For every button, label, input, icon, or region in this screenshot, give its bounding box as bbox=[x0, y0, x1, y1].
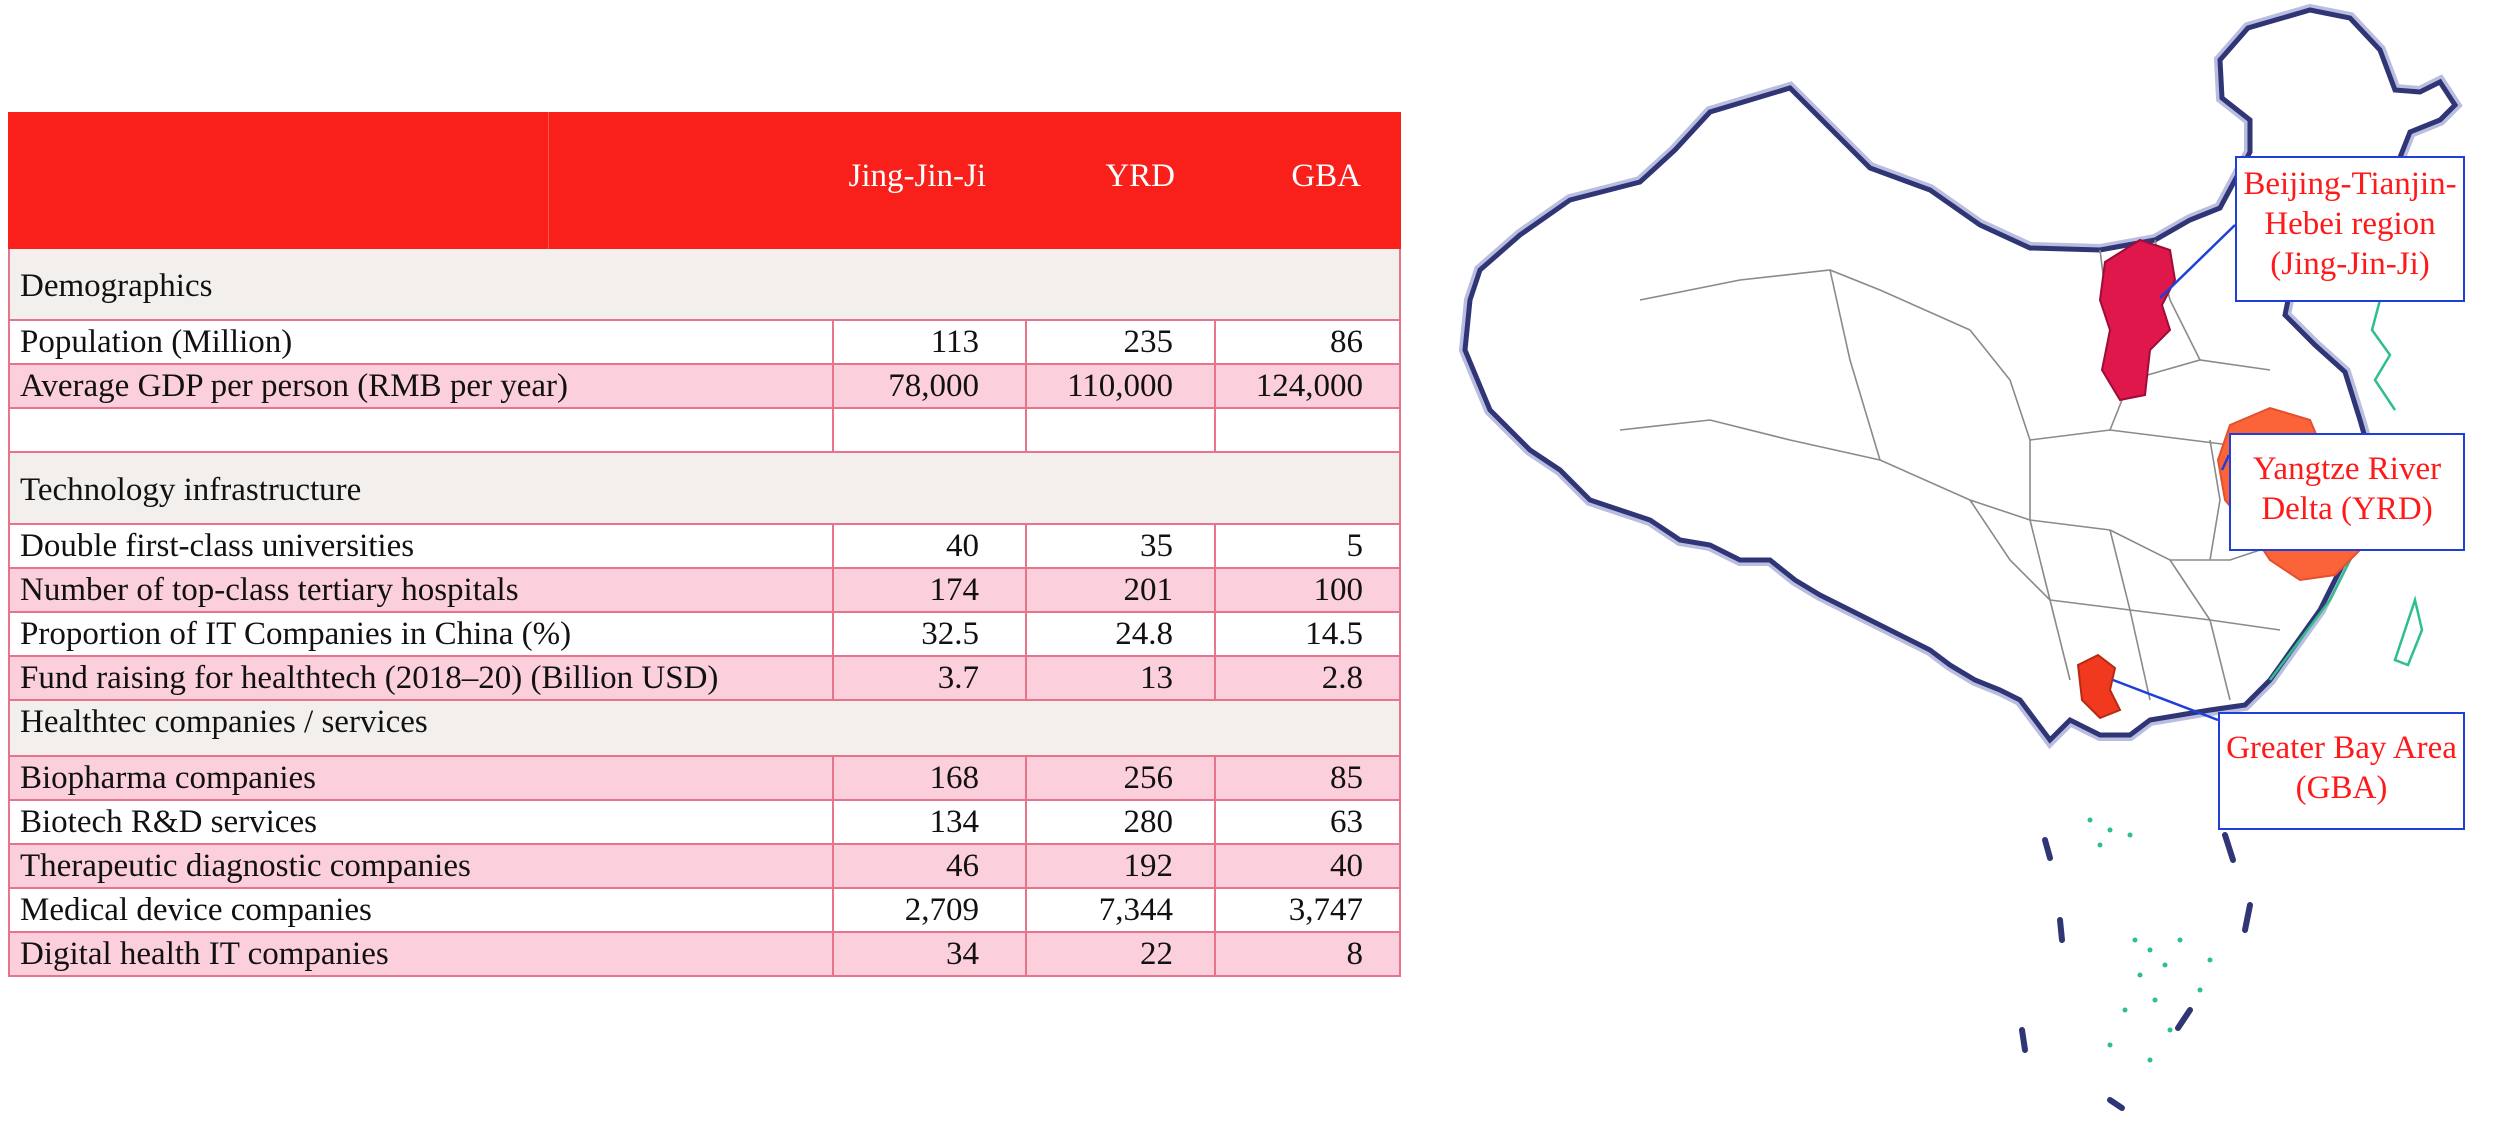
cell-gba: 85 bbox=[1330, 760, 1363, 796]
cell-yrd: 13 bbox=[1140, 660, 1173, 696]
table-row bbox=[8, 889, 1401, 933]
cell-gba: 63 bbox=[1330, 804, 1363, 840]
column-divider bbox=[1025, 801, 1027, 843]
china-map bbox=[1410, 0, 2520, 1118]
cell-jing-jin-ji: 168 bbox=[929, 760, 979, 796]
callout-jjj-line3: (Jing-Jin-Ji) bbox=[2270, 246, 2430, 282]
cell-yrd: 280 bbox=[1123, 804, 1173, 840]
table-left-border bbox=[8, 249, 10, 977]
cell-yrd: 235 bbox=[1123, 324, 1173, 360]
header-yrd: YRD bbox=[1105, 158, 1175, 194]
cell-gba: 86 bbox=[1330, 324, 1363, 360]
header-jing-jin-ji: Jing-Jin-Ji bbox=[848, 158, 986, 194]
column-divider bbox=[832, 321, 834, 363]
cell-gba: 124,000 bbox=[1255, 368, 1363, 404]
cell-gba: 40 bbox=[1330, 848, 1363, 884]
section-title: Demographics bbox=[20, 268, 213, 304]
column-divider bbox=[832, 801, 834, 843]
cell-yrd: 22 bbox=[1140, 936, 1173, 972]
column-divider bbox=[1025, 657, 1027, 699]
column-divider bbox=[1214, 801, 1216, 843]
callout-yrd bbox=[2229, 433, 2465, 551]
callout-jjj-line2: Hebei region bbox=[2264, 206, 2436, 242]
row-label: Proportion of IT Companies in China (%) bbox=[20, 616, 572, 652]
column-divider bbox=[832, 845, 834, 887]
column-divider bbox=[1025, 365, 1027, 407]
callout-jjj-line1: Beijing-Tianjin- bbox=[2243, 166, 2457, 202]
cell-jing-jin-ji: 2,709 bbox=[904, 892, 979, 928]
table-row bbox=[8, 569, 1401, 613]
column-divider bbox=[832, 525, 834, 567]
column-divider bbox=[1214, 657, 1216, 699]
cell-jing-jin-ji: 174 bbox=[929, 572, 979, 608]
table-row bbox=[8, 525, 1401, 569]
cell-jing-jin-ji: 46 bbox=[946, 848, 979, 884]
column-divider bbox=[832, 889, 834, 931]
cell-gba: 8 bbox=[1346, 936, 1363, 972]
row-label: Number of top-class tertiary hospitals bbox=[20, 572, 519, 608]
column-divider bbox=[832, 757, 834, 799]
column-divider bbox=[1025, 613, 1027, 655]
table-row bbox=[8, 933, 1401, 977]
column-divider bbox=[1214, 845, 1216, 887]
cell-yrd: 201 bbox=[1123, 572, 1173, 608]
row-label: Double first-class universities bbox=[20, 528, 415, 564]
south-sea-islands bbox=[2088, 818, 2213, 1063]
section-title: Technology infrastructure bbox=[20, 472, 362, 508]
table-right-border bbox=[1399, 249, 1401, 977]
column-divider bbox=[832, 933, 834, 975]
column-divider bbox=[832, 409, 834, 451]
table-row bbox=[8, 657, 1401, 701]
column-divider bbox=[1214, 757, 1216, 799]
table-row bbox=[8, 321, 1401, 365]
table-row bbox=[8, 613, 1401, 657]
row-label: Digital health IT companies bbox=[20, 936, 389, 972]
column-divider bbox=[1025, 845, 1027, 887]
table-row bbox=[8, 365, 1401, 409]
cell-yrd: 110,000 bbox=[1066, 368, 1173, 404]
callout-jing-jin-ji bbox=[2235, 156, 2465, 302]
column-divider bbox=[1214, 365, 1216, 407]
column-divider bbox=[832, 657, 834, 699]
cell-yrd: 35 bbox=[1140, 528, 1173, 564]
column-divider bbox=[1214, 933, 1216, 975]
column-divider bbox=[1214, 889, 1216, 931]
section-header bbox=[8, 701, 1401, 757]
cell-jing-jin-ji: 78,000 bbox=[888, 368, 979, 404]
section-header bbox=[8, 249, 1401, 321]
column-divider bbox=[1025, 409, 1027, 451]
cell-jing-jin-ji: 3.7 bbox=[937, 660, 979, 696]
table-row bbox=[8, 757, 1401, 801]
cell-yrd: 7,344 bbox=[1098, 892, 1173, 928]
column-divider bbox=[832, 365, 834, 407]
row-label: Average GDP per person (RMB per year) bbox=[20, 368, 568, 404]
cell-jing-jin-ji: 32.5 bbox=[921, 616, 979, 652]
callout-gba-line2: (GBA) bbox=[2295, 770, 2388, 806]
column-divider bbox=[1214, 409, 1216, 451]
cell-yrd: 24.8 bbox=[1115, 616, 1173, 652]
callout-gba bbox=[2218, 712, 2465, 830]
column-divider bbox=[1025, 321, 1027, 363]
row-label: Population (Million) bbox=[20, 324, 293, 360]
table-header bbox=[8, 112, 1401, 249]
comparison-table bbox=[8, 112, 1401, 977]
row-label: Biopharma companies bbox=[20, 760, 317, 796]
row-label: Fund raising for healthtech (2018–20) (Billion USD) bbox=[20, 660, 719, 696]
cell-gba: 2.8 bbox=[1321, 660, 1363, 696]
table-body bbox=[8, 249, 1401, 977]
south-sea-dashes bbox=[2022, 835, 2250, 1108]
column-divider bbox=[832, 613, 834, 655]
table-row bbox=[8, 409, 1401, 453]
cell-gba: 3,747 bbox=[1288, 892, 1363, 928]
header-blank-cell bbox=[8, 112, 549, 249]
cell-jing-jin-ji: 34 bbox=[946, 936, 979, 972]
cell-jing-jin-ji: 40 bbox=[946, 528, 979, 564]
cell-gba: 14.5 bbox=[1305, 616, 1363, 652]
table-row bbox=[8, 801, 1401, 845]
column-divider bbox=[1214, 569, 1216, 611]
cell-jing-jin-ji: 113 bbox=[930, 324, 979, 360]
table-row bbox=[8, 845, 1401, 889]
header-gba: GBA bbox=[1291, 158, 1361, 194]
column-divider bbox=[1025, 889, 1027, 931]
callout-gba-line1: Greater Bay Area bbox=[2226, 730, 2457, 766]
column-divider bbox=[1214, 525, 1216, 567]
column-divider bbox=[1214, 613, 1216, 655]
cell-jing-jin-ji: 134 bbox=[929, 804, 979, 840]
cell-yrd: 256 bbox=[1123, 760, 1173, 796]
column-divider bbox=[1025, 525, 1027, 567]
row-label: Biotech R&D services bbox=[20, 804, 317, 840]
column-divider bbox=[832, 569, 834, 611]
row-label: Therapeutic diagnostic companies bbox=[20, 848, 471, 884]
row-label: Medical device companies bbox=[20, 892, 372, 928]
column-divider bbox=[1025, 757, 1027, 799]
section-title: Healthtec companies / services bbox=[20, 704, 428, 740]
section-header bbox=[8, 453, 1401, 525]
cell-yrd: 192 bbox=[1123, 848, 1173, 884]
column-divider bbox=[1025, 569, 1027, 611]
callout-yrd-line1: Yangtze River bbox=[2252, 451, 2442, 487]
column-divider bbox=[1214, 321, 1216, 363]
cell-gba: 5 bbox=[1346, 528, 1363, 564]
column-divider bbox=[1025, 933, 1027, 975]
cell-gba: 100 bbox=[1313, 572, 1363, 608]
callout-yrd-line2: Delta (YRD) bbox=[2261, 491, 2433, 527]
